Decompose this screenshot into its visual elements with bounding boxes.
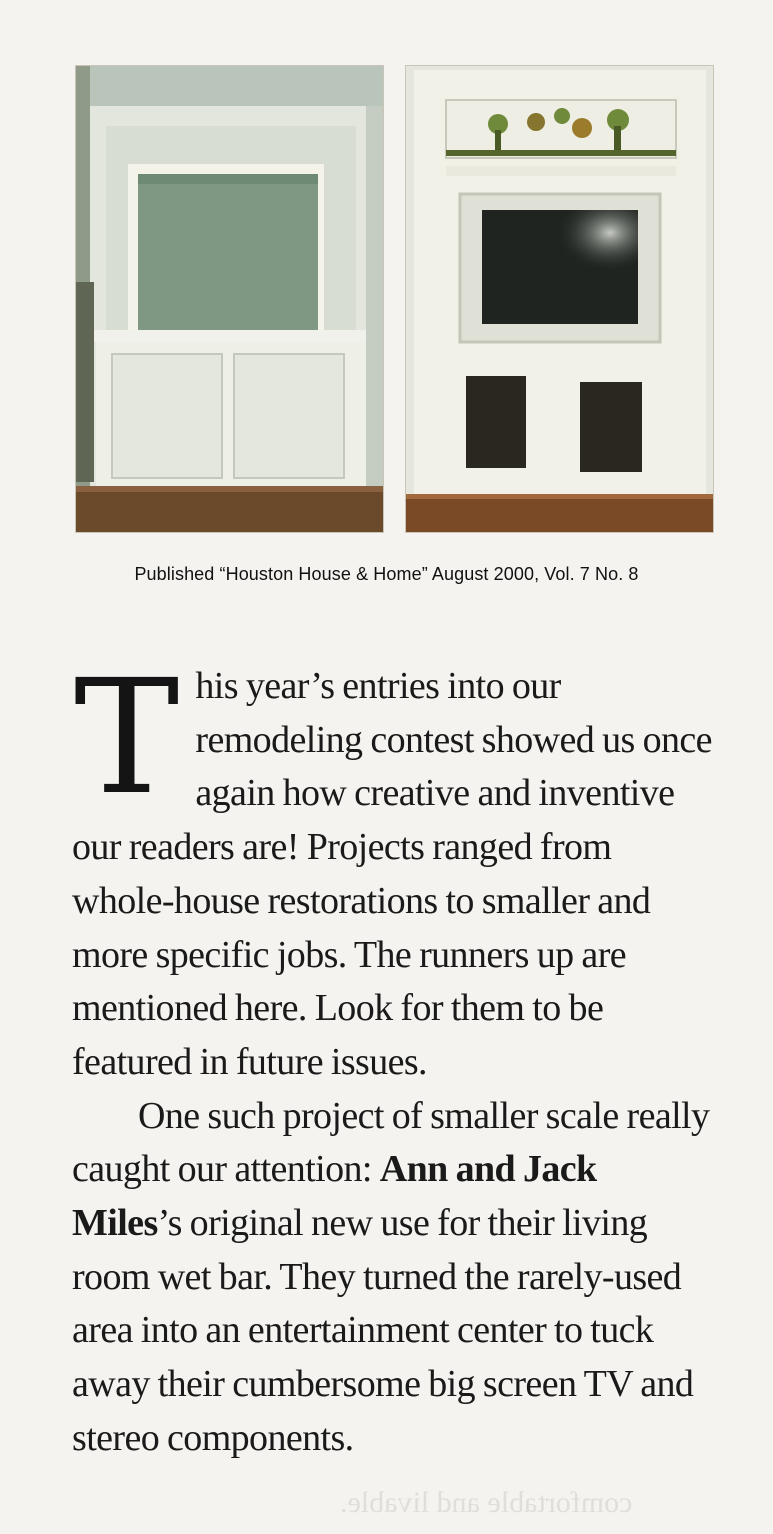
paragraph-2-intro: One such project of smaller scale really caught our attention: (72, 1094, 710, 1191)
article-paragraph-2 (72, 1090, 712, 1466)
wet-bar-photo-graphic (76, 66, 383, 532)
article-body (72, 646, 712, 1466)
paragraph-2-rest: ’s original new use for their living room wet bar. They turned the rarely-used area into an entertainment center to tuck away their cumbersome big screen TV and stereo components. (72, 1202, 694, 1459)
reverse-page-bleed-through: comfortable and livable. (340, 1486, 633, 1519)
drop-cap: T (74, 646, 180, 830)
photo-caption: Published “Houston House & Home” August 2000, Vol. 7 No. 8 (134, 564, 639, 584)
entertainment-center-photo-graphic (406, 66, 713, 532)
photo-before-wet-bar (76, 66, 383, 532)
photo-after-entertainment-center (406, 66, 713, 532)
article-paragraph-1: his year’s entries into our remodeling contest showed us once again how creative and inventive our readers are! Projects ranged from whole-house restorations to smaller and more specific jobs. The runners up are mentioned here. Look for them to be featured in future issues. (72, 665, 712, 1083)
homeowner-names: Ann and Jack Miles (72, 1148, 597, 1245)
